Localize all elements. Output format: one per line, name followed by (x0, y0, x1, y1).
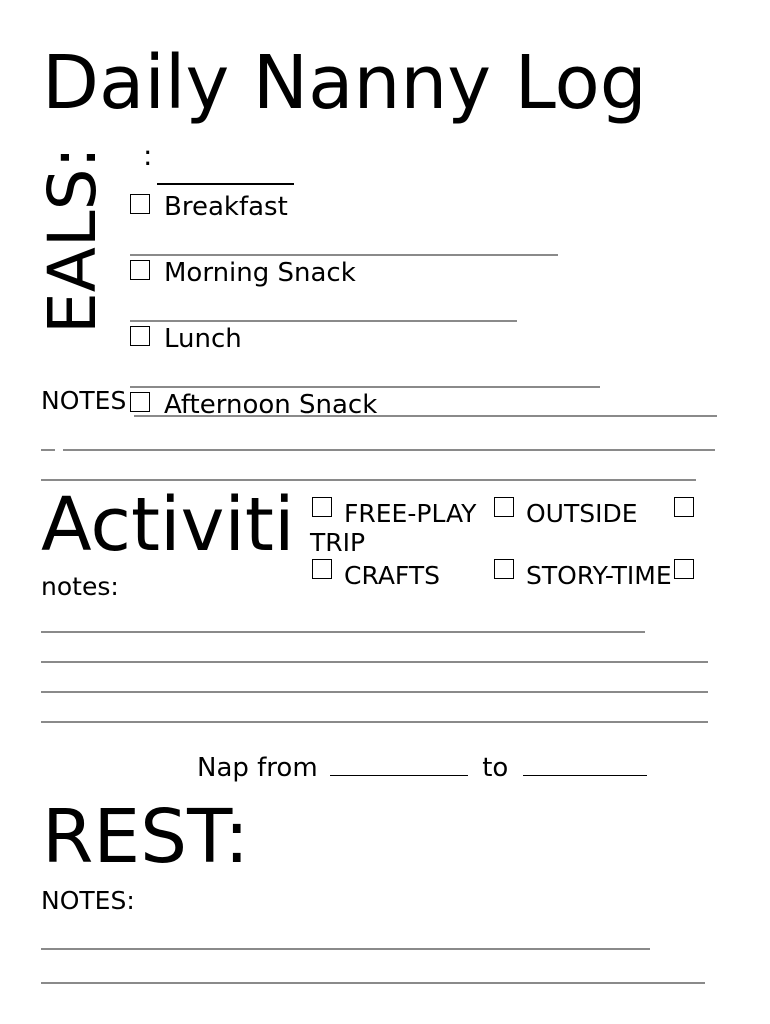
meal-line[interactable] (130, 254, 558, 256)
outside-checkbox[interactable] (494, 497, 514, 517)
meals-colon: : (143, 139, 153, 172)
story-time-checkbox[interactable] (494, 559, 514, 579)
nap-to-label: to (482, 753, 509, 783)
extra-activity-checkbox[interactable] (674, 559, 694, 579)
morning-snack-checkbox[interactable] (130, 260, 150, 280)
notes-line-fragment (41, 449, 55, 451)
trip-checkbox[interactable] (674, 497, 694, 517)
notes-line[interactable] (41, 721, 708, 723)
nap-line (197, 755, 647, 781)
meal-item-label: Lunch (164, 324, 242, 354)
notes-line[interactable] (134, 415, 717, 417)
notes-line[interactable] (41, 661, 708, 663)
activity-label: FREE-PLAY (344, 499, 477, 528)
notes-line[interactable] (41, 631, 645, 633)
notes-line[interactable] (41, 479, 696, 481)
meal-line[interactable] (130, 386, 600, 388)
meal-item-afternoon-snack[interactable] (130, 390, 450, 414)
activities-heading: Activiti (41, 482, 295, 568)
activity-label-trip: TRIP (310, 528, 366, 557)
notes-line[interactable] (41, 691, 708, 693)
notes-line[interactable] (41, 982, 705, 984)
nap-to-field[interactable] (523, 775, 647, 776)
meal-item-label: Breakfast (164, 192, 288, 222)
crafts-checkbox[interactable] (312, 559, 332, 579)
page-title: Daily Nanny Log (42, 40, 647, 126)
activities-notes-label: notes: (41, 572, 119, 601)
activity-label: OUTSIDE (526, 499, 638, 528)
activity-label: CRAFTS (344, 561, 440, 590)
rest-heading: REST: (42, 794, 250, 880)
rest-notes-label: NOTES: (41, 886, 135, 915)
nap-from-field[interactable] (330, 775, 468, 776)
meals-date-blank[interactable] (157, 183, 294, 185)
nap-from-label: Nap from (197, 753, 318, 783)
notes-line[interactable] (63, 449, 715, 451)
meals-notes-label: NOTES (41, 386, 127, 415)
notes-line[interactable] (41, 948, 650, 950)
lunch-checkbox[interactable] (130, 326, 150, 346)
breakfast-checkbox[interactable] (130, 194, 150, 214)
meal-item-label: Morning Snack (164, 258, 356, 288)
activity-label: STORY-TIME (526, 561, 672, 590)
meals-heading: EALS: (34, 146, 111, 334)
meal-item-label: Afternoon Snack (164, 390, 378, 414)
meal-line[interactable] (130, 320, 517, 322)
free-play-checkbox[interactable] (312, 497, 332, 517)
afternoon-snack-checkbox[interactable] (130, 392, 150, 412)
